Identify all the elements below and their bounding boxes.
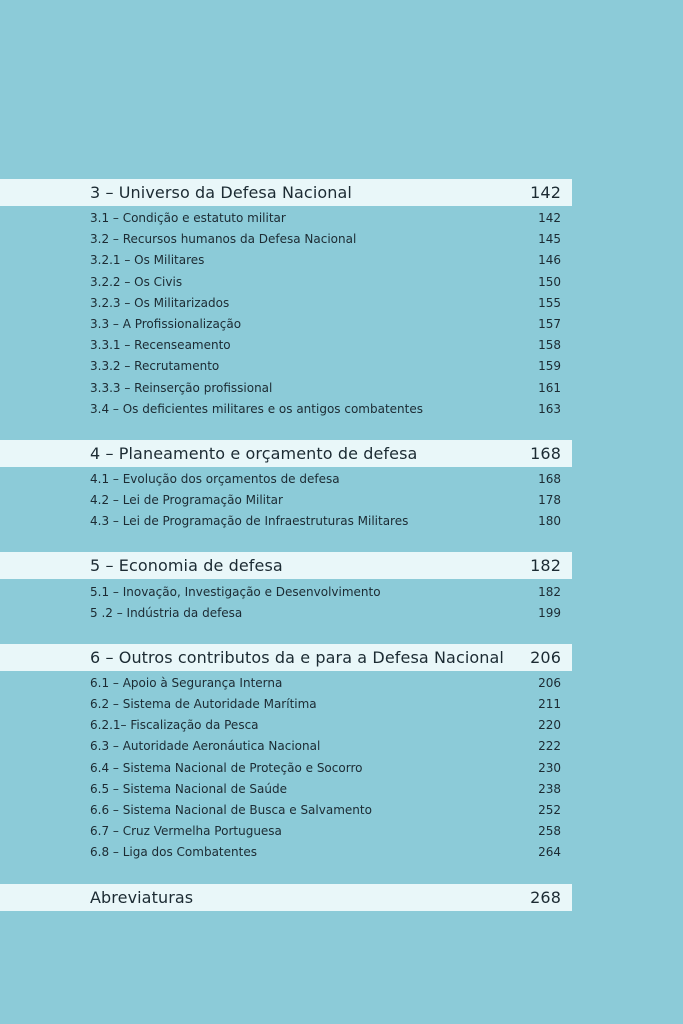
- toc-entry[interactable]: [0, 673, 572, 694]
- entry-label: 4.2 – Lei de Programação Militar: [90, 493, 283, 508]
- entry-page: 159: [538, 359, 561, 374]
- toc-entry[interactable]: [0, 715, 572, 736]
- entry-label: 4.3 – Lei de Programação de Infraestruturas Militares: [90, 514, 409, 529]
- toc-entry[interactable]: [0, 694, 572, 715]
- toc-entry[interactable]: [0, 314, 572, 335]
- entry-label: 5.1 – Inovação, Investigação e Desenvolvimento: [90, 584, 381, 599]
- toc-entry[interactable]: [0, 335, 572, 356]
- entry-page: 155: [538, 295, 561, 310]
- entry-label: 5 .2 – Indústria da defesa: [90, 605, 243, 620]
- entry-page: 163: [538, 401, 561, 416]
- entry-page: 182: [538, 584, 561, 599]
- entry-label: 3.3.1 – Recenseamento: [90, 338, 231, 353]
- entry-label: 3.3.2 – Recrutamento: [90, 359, 220, 374]
- section-page: 142: [530, 183, 561, 202]
- entry-page: 180: [538, 514, 561, 529]
- toc-entry[interactable]: [0, 736, 572, 757]
- section-title: 5 – Economia de defesa: [90, 556, 283, 576]
- entry-label: 6.2 – Sistema de Autoridade Marítima: [90, 697, 317, 712]
- toc-entry[interactable]: [0, 208, 572, 229]
- toc-section-6: [0, 644, 683, 864]
- entry-label: 3.4 – Os deficientes militares e os antigos combatentes: [90, 401, 423, 416]
- toc-section-abreviaturas: [0, 884, 683, 911]
- toc-entry[interactable]: [0, 399, 572, 420]
- entry-page: 211: [538, 697, 561, 712]
- entry-label: 3.1 – Condição e estatuto militar: [90, 211, 286, 226]
- toc-section-4: [0, 440, 683, 533]
- section-title: 3 – Universo da Defesa Nacional: [90, 183, 352, 202]
- entry-page: 146: [538, 253, 561, 268]
- section-page: 182: [530, 556, 561, 576]
- entry-label: 3.3.3 – Reinserção profissional: [90, 380, 273, 395]
- entry-label: 3.3 – A Profissionalização: [90, 317, 242, 332]
- section-page: 268: [530, 887, 561, 907]
- toc-entry[interactable]: [0, 229, 572, 250]
- entry-page: 206: [538, 675, 561, 690]
- entry-page: 158: [538, 338, 561, 353]
- entry-label: 3.2.1 – Os Militares: [90, 253, 205, 268]
- entry-page: 178: [538, 493, 561, 508]
- section-page: 168: [530, 443, 561, 463]
- toc-entry[interactable]: [0, 490, 572, 511]
- entry-page: 157: [538, 317, 561, 332]
- entry-label: 6.3 – Autoridade Aeronáutica Nacional: [90, 739, 321, 754]
- toc-entry[interactable]: [0, 581, 572, 602]
- entry-label: 4.1 – Evolução dos orçamentos de defesa: [90, 471, 340, 486]
- entry-page: 168: [538, 471, 561, 486]
- entry-page: 264: [538, 845, 561, 860]
- toc-entry[interactable]: [0, 511, 572, 532]
- toc-entry[interactable]: [0, 779, 572, 800]
- entry-page: 145: [538, 232, 561, 247]
- entry-label: 6.8 – Liga dos Combatentes: [90, 845, 257, 860]
- entry-label: 6.7 – Cruz Vermelha Portuguesa: [90, 824, 282, 839]
- toc-entry[interactable]: [0, 842, 572, 863]
- toc-section-5: [0, 552, 683, 623]
- toc-entry[interactable]: [0, 469, 572, 490]
- section-heading[interactable]: [0, 440, 572, 467]
- entry-page: 142: [538, 211, 561, 226]
- entry-page: 252: [538, 803, 561, 818]
- entry-page: 222: [538, 739, 561, 754]
- entry-label: 6.6 – Sistema Nacional de Busca e Salvamento: [90, 803, 372, 818]
- entry-page: 238: [538, 781, 561, 796]
- section-title: Abreviaturas: [90, 887, 194, 907]
- toc-entry[interactable]: [0, 272, 572, 293]
- entry-label: 3.2 – Recursos humanos da Defesa Nacional: [90, 232, 357, 247]
- section-heading[interactable]: [0, 179, 572, 206]
- entry-page: 230: [538, 760, 561, 775]
- toc-entry[interactable]: [0, 758, 572, 779]
- section-page: 206: [530, 647, 561, 667]
- entry-label: 6.4 – Sistema Nacional de Proteção e Socorro: [90, 760, 363, 775]
- entry-page: 150: [538, 274, 561, 289]
- table-of-contents: [0, 179, 683, 931]
- entry-label: 6.2.1– Fiscalização da Pesca: [90, 718, 259, 733]
- toc-entry[interactable]: [0, 603, 572, 624]
- section-title: 4 – Planeamento e orçamento de defesa: [90, 443, 418, 463]
- entry-label: 3.2.2 – Os Civis: [90, 274, 183, 289]
- entry-page: 220: [538, 718, 561, 733]
- entry-page: 199: [538, 605, 561, 620]
- section-heading[interactable]: [0, 552, 572, 579]
- entry-page: 258: [538, 824, 561, 839]
- entry-label: 3.2.3 – Os Militarizados: [90, 295, 230, 310]
- toc-entry[interactable]: [0, 293, 572, 314]
- entry-label: 6.1 – Apoio à Segurança Interna: [90, 675, 283, 690]
- toc-entry[interactable]: [0, 800, 572, 821]
- toc-entry[interactable]: [0, 356, 572, 377]
- section-title: 6 – Outros contributos da e para a Defesa Nacional: [90, 647, 504, 667]
- toc-entry[interactable]: [0, 378, 572, 399]
- toc-entry[interactable]: [0, 250, 572, 271]
- toc-section-3: [0, 179, 683, 420]
- section-heading[interactable]: [0, 884, 572, 911]
- entry-page: 161: [538, 380, 561, 395]
- toc-entry[interactable]: [0, 821, 572, 842]
- section-heading[interactable]: [0, 644, 572, 671]
- entry-label: 6.5 – Sistema Nacional de Saúde: [90, 781, 287, 796]
